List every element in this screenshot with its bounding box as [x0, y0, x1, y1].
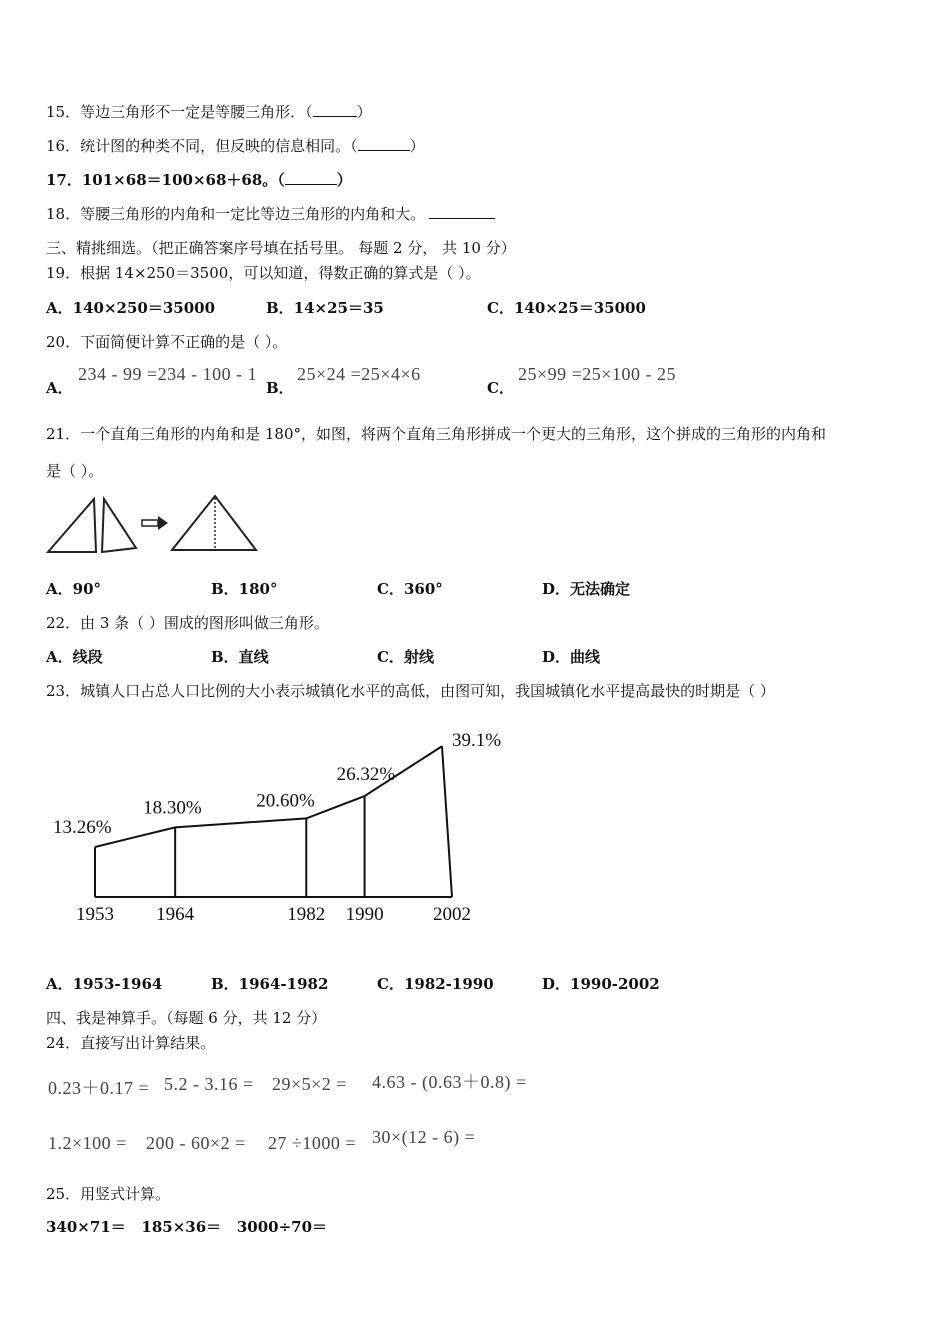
calc-6: 200 - 60×2 = [146, 1133, 246, 1153]
question-23: 23．城镇人口占总人口比例的大小表示城镇化水平的高低，由图可知，我国城镇化水平提高最快的时期是（ ） [46, 682, 775, 700]
urbanization-chart [0, 720, 560, 930]
q25-items: 340×71＝ 185×36＝ 3000÷70＝ [46, 1218, 328, 1236]
q19-option-a[interactable]: A．140×250＝35000 [46, 299, 216, 317]
calc-5: 1.2×100 = [48, 1133, 127, 1153]
q19-option-c[interactable]: C．140×25＝35000 [487, 299, 646, 317]
q19-option-b[interactable]: B．14×25＝35 [266, 299, 384, 317]
question-18 [46, 204, 495, 224]
calc-4: 4.63 - (0.63＋0.8) = [372, 1072, 527, 1092]
q22-option-a[interactable]: A．线段 [46, 648, 103, 666]
calc-1: 0.23＋0.17 = [48, 1078, 150, 1098]
q23-option-d[interactable]: D．1990-2002 [542, 975, 660, 993]
arrow-right-icon [142, 516, 168, 530]
answer-blank[interactable] [285, 170, 337, 185]
q22-option-c[interactable]: C．射线 [377, 648, 434, 666]
q22-option-d[interactable]: D．曲线 [542, 648, 601, 666]
year-bar-2002 [442, 746, 452, 897]
calc-2: 5.2 - 3.16 = [164, 1074, 254, 1094]
right-triangle-left [48, 499, 96, 552]
question-19: 19．根据 14×250＝3500，可以知道，得数正确的算式是（ ）。 [46, 264, 481, 282]
triangles-figure [44, 492, 264, 556]
x-tick-label: 1990 [345, 904, 384, 925]
section-3-title: 三、精挑细选。（把正确答案序号填在括号里。 每题 2 分， 共 10 分） [46, 239, 516, 257]
q20-expr-c: 25×99 =25×100 - 25 [518, 364, 676, 384]
q21-option-a[interactable]: A．90° [46, 580, 102, 598]
q20-label-b[interactable]: B． [266, 379, 294, 397]
q15-tail: ） [356, 103, 372, 121]
q20-label-a[interactable]: A． [46, 379, 73, 397]
value-label: 13.26% [53, 817, 112, 838]
question-25: 25．用竖式计算。 [46, 1185, 171, 1203]
x-tick-label: 2002 [433, 904, 471, 925]
answer-blank[interactable] [429, 204, 495, 219]
q23-option-c[interactable]: C．1982-1990 [377, 975, 494, 993]
x-tick-label: 1964 [156, 904, 195, 925]
right-triangle-right [102, 499, 136, 552]
q22-option-b[interactable]: B．直线 [211, 648, 269, 666]
calc-8: 30×(12 - 6) = [372, 1127, 476, 1147]
question-21-line1: 21．一个直角三角形的内角和是 180°，如图，将两个直角三角形拼成一个更大的三角形，这个拼成的三角形的内角和 [46, 425, 826, 443]
question-16 [46, 136, 425, 156]
calc-3: 29×5×2 = [272, 1074, 347, 1094]
question-21-line2: 是（ ）。 [46, 462, 104, 480]
q23-option-a[interactable]: A．1953-1964 [46, 975, 163, 993]
value-label: 20.60% [256, 790, 315, 812]
q15-text: 15．等边三角形不一定是等腰三角形．（ [46, 103, 313, 121]
section-4-title: 四、我是神算手。（每题 6 分，共 12 分） [46, 1009, 327, 1027]
q21-option-d[interactable]: D．无法确定 [542, 580, 631, 598]
q20-expr-a: 234 - 99 =234 - 100 - 1 [78, 364, 258, 384]
q20-label-c[interactable]: C． [487, 379, 514, 397]
q20-expr-b: 25×24 =25×4×6 [297, 364, 421, 384]
q21-option-b[interactable]: B．180° [211, 580, 278, 598]
value-label: 39.1% [452, 730, 502, 752]
q17-text: 17．101×68＝100×68＋68。（ [46, 171, 285, 189]
q16-tail: ） [409, 137, 425, 155]
combined-triangle [172, 496, 256, 550]
question-24: 24．直接写出计算结果。 [46, 1034, 216, 1052]
value-label: 18.30% [143, 797, 202, 819]
answer-blank[interactable] [313, 102, 357, 117]
question-17 [46, 170, 352, 190]
x-tick-label: 1982 [287, 904, 326, 925]
x-tick-label: 1953 [76, 904, 114, 925]
question-20: 20．下面简便计算不正确的是（ ）。 [46, 333, 288, 351]
calc-7: 27 ÷1000 = [268, 1133, 357, 1153]
q21-option-c[interactable]: C．360° [377, 580, 443, 598]
question-22: 22．由 3 条（ ）围成的图形叫做三角形。 [46, 614, 329, 632]
q17-tail: ） [336, 171, 352, 189]
q18-text: 18．等腰三角形的内角和一定比等边三角形的内角和大。 [46, 205, 426, 223]
question-15 [46, 102, 372, 122]
answer-blank[interactable] [358, 136, 410, 151]
q16-text: 16．统计图的种类不同，但反映的信息相同。（ [46, 137, 358, 155]
q23-option-b[interactable]: B．1964-1982 [211, 975, 329, 993]
value-label: 26.32% [336, 764, 396, 786]
